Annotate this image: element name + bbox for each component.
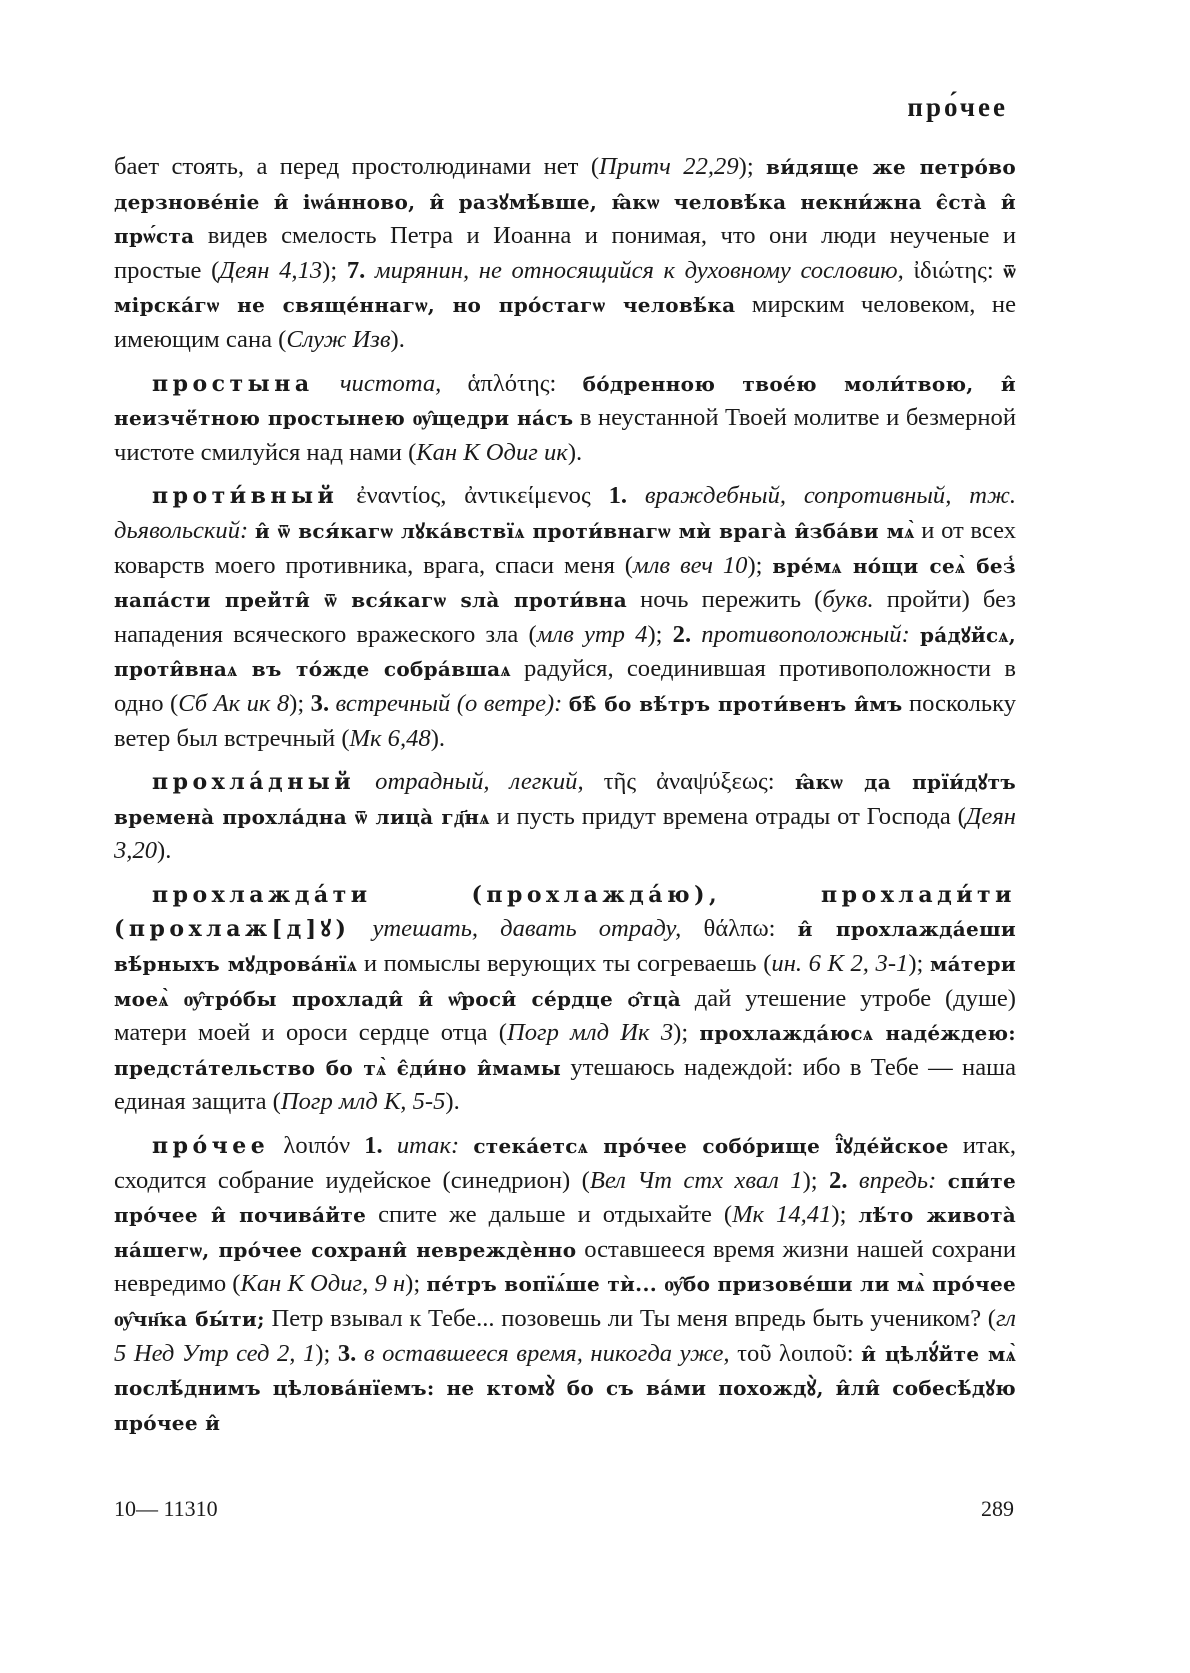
italic-gloss: мирянин, не относящийся к духовному сословию, — [374, 256, 904, 284]
text-run — [248, 517, 255, 544]
headword: прохлажда́ти (прохлажда́ю), прохлади́ти (прохлаж[д]ꙋ) — [114, 881, 1016, 943]
text-run: ); — [322, 256, 347, 284]
text-run: τῆς ἀναψύξεως: — [583, 768, 795, 796]
italic-gloss: Погр млд К, 5-5 — [280, 1088, 446, 1116]
italic-gloss: противоположный: — [701, 620, 910, 648]
italic-gloss: враждебный, сопротивный, тж. дьявольский: — [114, 482, 1017, 544]
italic-gloss: Притч 22,29 — [599, 153, 739, 180]
text-run: бает стоять, а перед простолюдинами нет ( — [114, 153, 600, 180]
italic-gloss: итак: — [396, 1132, 460, 1160]
sense-number: 1. — [608, 482, 645, 510]
text-run — [910, 621, 920, 648]
text-run: ἁπλότης: — [441, 369, 583, 397]
church-slavonic-quote: ма́тери моеѧ̀ ѹ̂тро́бы прохлади̂ и̂ ѡ̂роси̂ се́рдце ѻ̂тца̀ — [114, 952, 1017, 1011]
running-head: про́чее — [907, 92, 1008, 122]
page-number: 289 — [981, 1496, 1014, 1521]
italic-gloss: Деян 3,20 — [114, 802, 1016, 865]
text-run: ); — [738, 153, 767, 180]
printer-signature: 10— 11310 — [114, 1496, 218, 1521]
dictionary-entry — [114, 765, 1016, 869]
text-run: ); — [802, 1166, 830, 1194]
italic-gloss: встречный (о ветре): — [335, 689, 563, 717]
text-run: ); — [647, 620, 673, 648]
text-run: ). — [390, 325, 405, 353]
church-slavonic-quote: бо́дренною твое́ю моли́твою, и̂ неизчё́тною простынею ѹ̂щедри на́съ — [114, 371, 1017, 431]
text-run: ἰδιώτης: — [903, 256, 1004, 284]
headword: прохла́дный — [152, 769, 356, 796]
text-run: Петр взывал к Тебе... позовешь ли Ты меня впредь быть учеником? ( — [264, 1305, 996, 1332]
text-run: и пусть придут времена отрады от Господа ( — [489, 802, 966, 830]
italic-gloss: чистота, — [339, 369, 442, 397]
text-run: ); — [831, 1201, 859, 1229]
sense-number: 2. — [672, 620, 702, 648]
sense-number: 1. — [364, 1132, 397, 1160]
headword: про́чее — [152, 1133, 270, 1160]
church-slavonic-quote: вре́мѧ но́щи сеѧ̀ без̾ напа́сти прейти̂ ѿ вся́кагѡ ѕла̀ проти́вна — [114, 553, 1016, 613]
church-slavonic-quote: стека́етсѧ про́чее собо́рище ї̂ꙋде́йское — [473, 1134, 949, 1159]
text-run: в неустанной Твоей молитве и безмерной чистоте смилуйся над нами ( — [114, 404, 1016, 466]
headword: проти́вный — [152, 483, 339, 510]
italic-gloss: Мк 14,41 — [732, 1201, 832, 1229]
sense-number: 3. — [337, 1339, 364, 1367]
dictionary-entry — [114, 878, 1016, 1120]
text-run: радуйся, соединившая противоположности в одно ( — [114, 655, 1016, 717]
italic-gloss: впредь: — [858, 1166, 937, 1194]
church-slavonic-quote: и̂ ѿ вся́кагѡ лꙋка́вствїѧ проти́внагѡ мѝ врага̀ и̂зба́ви мѧ̀ — [254, 518, 915, 543]
text-run: мирским человеком, не имеющим сана ( — [114, 291, 1016, 353]
italic-gloss: Погр млд Ик 3 — [506, 1019, 674, 1047]
dictionary-entry — [114, 479, 1016, 756]
italic-gloss: Кан К Одиг, 9 н — [240, 1270, 406, 1298]
text-run — [459, 1132, 473, 1159]
text-run — [936, 1167, 947, 1194]
text-run: θάλπω: — [681, 915, 798, 943]
text-run: λοιπόν — [269, 1132, 365, 1160]
sense-number: 3. — [310, 689, 336, 717]
church-slavonic-quote: пе́тръ вопїѧ́ше тѝ... ѹ̂бо призове́ши ли мѧ̀ про́чее ѹ̂чн҃ка бы́ти; — [114, 1272, 1017, 1331]
text-run: ). — [567, 438, 583, 466]
italic-gloss: Мк 6,48 — [349, 724, 431, 752]
text-run — [355, 768, 375, 795]
text-run: и от всех коварств моего противника, врага, спаси меня ( — [114, 516, 1016, 579]
italic-gloss: Деян 4,13 — [219, 256, 323, 284]
text-run: ); — [673, 1019, 700, 1047]
text-run: τοῦ λοιποῦ: — [729, 1339, 862, 1367]
italic-gloss: гл 5 Нед Утр сед 2, 1 — [114, 1305, 1016, 1367]
text-run: ἐναντίος, ἀντικείμενος — [338, 482, 609, 510]
text-run: ). — [445, 1088, 460, 1116]
italic-gloss: Вел Чт стх хвал 1 — [589, 1166, 803, 1194]
sense-number: 7. — [346, 256, 375, 284]
text-run: ). — [430, 724, 446, 752]
text-run: утешаюсь надеждой: ибо в Тебе — наша единая защита ( — [114, 1053, 1016, 1116]
italic-gloss: букв. — [822, 586, 874, 614]
italic-gloss: Кан К Одиг ик — [416, 438, 568, 466]
italic-gloss: млв веч 10 — [633, 551, 748, 579]
church-slavonic-quote: спи́те про́чее и̂ почива́йте — [114, 1168, 1017, 1228]
italic-gloss: ин. 6 К 2, 3-1 — [771, 950, 909, 978]
church-slavonic-quote: и̂ прохлажда́еши вѣ́рныхъ мꙋдрова́нїѧ — [114, 917, 1017, 977]
church-slavonic-quote: ра́дꙋйсѧ, проти̂внаѧ въ то́жде собра́вшаѧ — [114, 622, 1016, 682]
dictionary-text — [114, 150, 1016, 1449]
text-run: ); — [908, 950, 930, 978]
text-run: ); — [289, 689, 311, 717]
church-slavonic-quote: прохлажда́юсѧ наде́ждею: предста́тельство бо тѧ̀ є̂ди́но и̂мамы — [114, 1021, 1016, 1080]
text-run — [314, 370, 340, 397]
church-slavonic-quote: ѿ мірска́гѡ не свяще́ннагѡ, но про́стагѡ человѣ́ка — [114, 258, 1017, 318]
text-run — [350, 915, 372, 942]
text-run: дай утешение утробе (душе) матери моей и ороси сердце отца ( — [114, 984, 1016, 1047]
text-run: итак, сходится собрание иудейское (синедрион) ( — [114, 1132, 1016, 1194]
text-run: ); — [315, 1339, 338, 1367]
church-slavonic-quote: лѣ́то живота̀ на́шегѡ, про́чее сохрани̂ невреждѐнно — [114, 1203, 1017, 1262]
italic-gloss: Сб Ак ик 8 — [178, 689, 290, 717]
church-slavonic-quote: ви́дяще же петро́во дерзнове́ніе и̂ іѡа́нново, и̂ разꙋмѣ́вше, ꙗ̂кѡ человѣ́ка некни́жна є̂ста̀ и̂ прѡ́ста — [114, 155, 1017, 249]
text-run: видев смелость Петра и Иоанна и понимая, что они люди неученые и простые ( — [114, 222, 1016, 284]
headword: простына — [152, 370, 314, 397]
italic-gloss: утешать, давать отраду, — [372, 915, 682, 943]
dictionary-entry — [114, 367, 1016, 471]
text-run: оставшееся время жизни нашей сохрани невредимо ( — [114, 1235, 1017, 1298]
entry-continuation — [114, 150, 1016, 358]
text-run: поскольку ветер был встречный ( — [114, 689, 1017, 752]
italic-gloss: отрадный, легкий, — [375, 768, 584, 796]
text-run: ); — [405, 1270, 427, 1298]
text-run: ночь пережить ( — [627, 586, 823, 614]
text-run: ); — [747, 551, 773, 579]
dictionary-entry — [114, 1129, 1016, 1440]
sense-number: 2. — [829, 1166, 859, 1194]
text-run: пройти) без нападения всяческого вражеского зла ( — [114, 586, 1016, 648]
text-run: ). — [157, 837, 172, 865]
church-slavonic-quote: и̂ цѣлꙋ́йте мѧ̀ послѣ́днимъ цѣлова́нїемъ: не ктомꙋ̀ бо съ ва́ми похождꙋ̀, и̂ли̂ собесѣ́дꙋю про́чее и̂ — [114, 1341, 1016, 1435]
church-slavonic-quote: бѣ̂ бо вѣ́тръ проти́венъ и̂мъ — [568, 691, 903, 716]
church-slavonic-quote: ꙗ̂кѡ да прїи́дꙋтъ времена̀ прохла́дна ѿ лица̀ гд҃нѧ — [114, 770, 1017, 829]
text-run: и помыслы верующих ты согреваешь ( — [357, 950, 772, 978]
italic-gloss: Служ Изв — [286, 325, 391, 353]
italic-gloss: в оставшееся время, никогда уже, — [363, 1339, 730, 1367]
text-run: спите же дальше и отдыхайте ( — [366, 1201, 733, 1229]
italic-gloss: млв утр 4 — [536, 620, 648, 648]
